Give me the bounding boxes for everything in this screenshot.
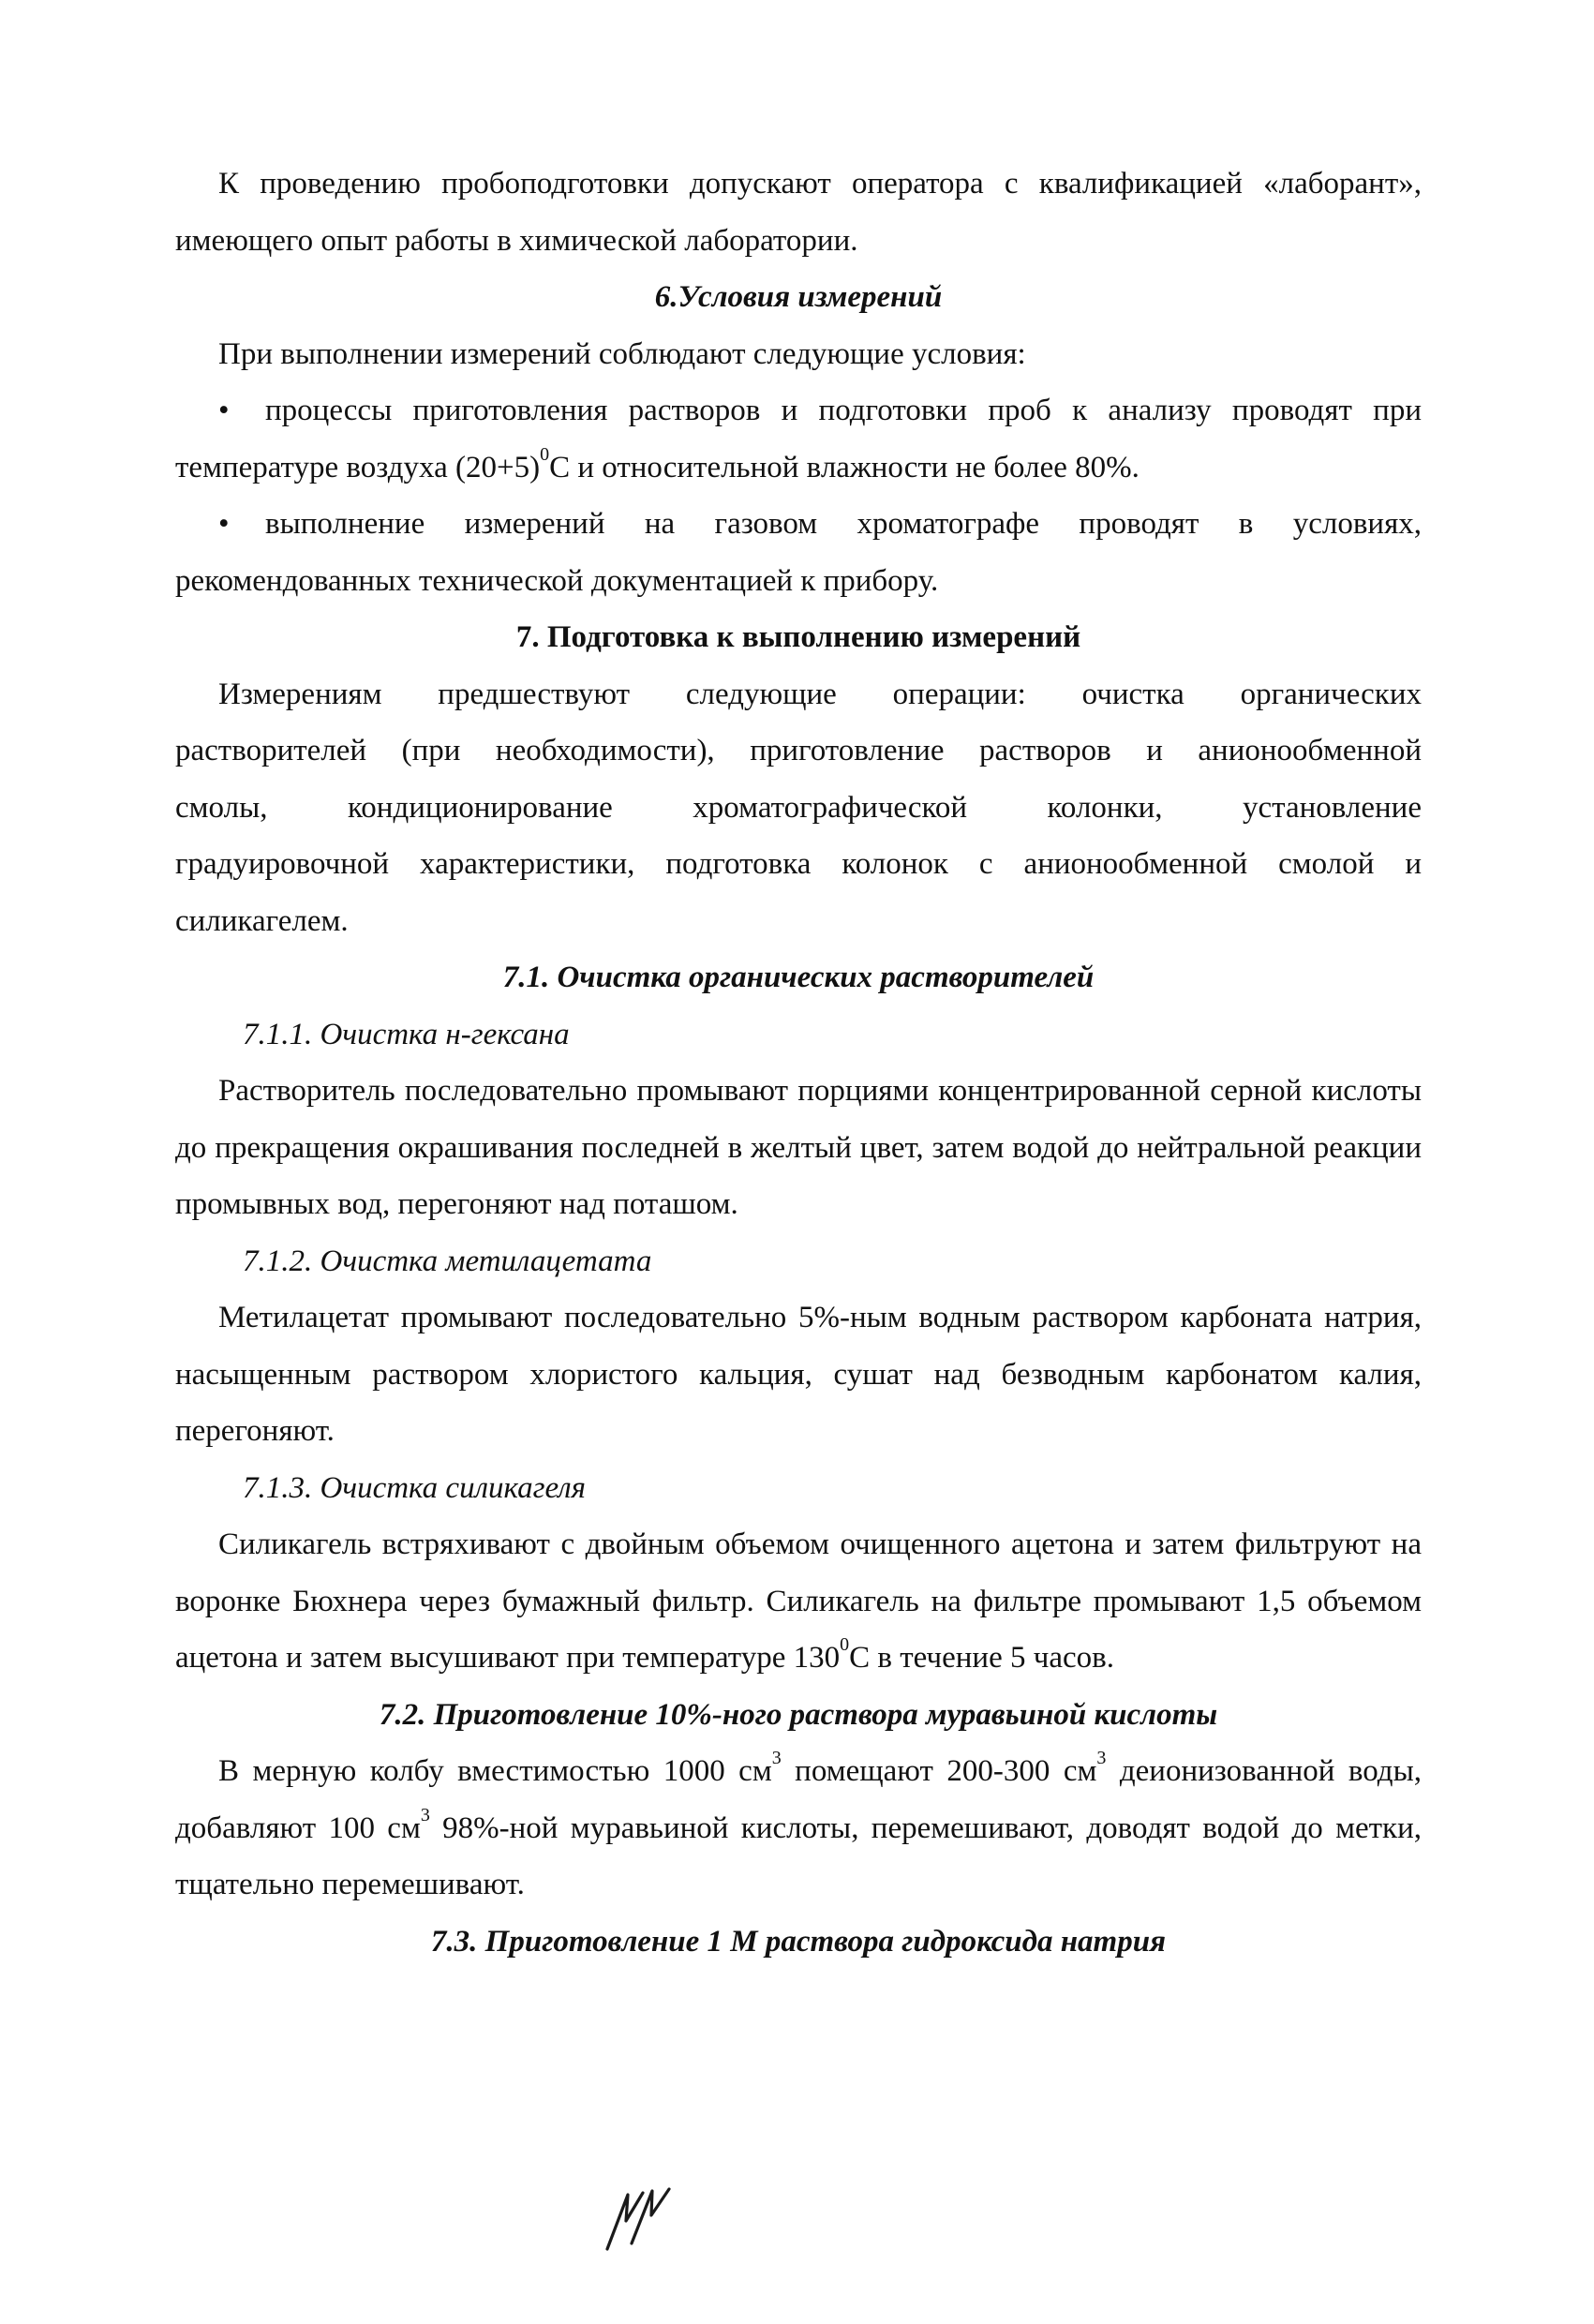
page-content <box>175 156 1422 1970</box>
section-7-line-5: силикагелем. <box>175 903 349 938</box>
bullet-dot-icon: • <box>218 507 230 541</box>
bullet-item-1: • процессы приготовления растворов и подготовки проб к анализу проводят при температуре воздуха $(20+5)^0С$ и относительной влажности не более 80%. <box>175 382 1422 496</box>
section-7-1-heading: 7.1. Очистка органических растворителей <box>502 961 1095 994</box>
section-7-1-2-text: Метилацетат промывают последовательно 5%-ным водным раствором карбоната натрия, насыщенным раствором хлористого кальция, сушат над безводным карбонатом калия, перегоняют. <box>175 1301 1422 1448</box>
section-7-1-1-heading: 7.1.1. Очистка н-гексана <box>243 1017 570 1051</box>
section-6-heading: 6.Условия измерений <box>654 280 943 314</box>
section-7-line-4: градуировочной характеристики, подготовка колонок с анионообменной смолой и <box>175 847 1422 881</box>
section-7-2-text: В мерную колбу вместимостью 1000 $см^3$ помещают 200-300 $см^3$ деионизованной воды, добавляют 100 $см^3$ 98%-ной муравьиной кислоты, перемешивают, доводят водой до метки, тщательно перемешивают. <box>175 1748 1422 1901</box>
bullet-dot-icon: • <box>218 394 230 427</box>
section-7-heading: 7. Подготовка к выполнению измерений <box>515 620 1081 654</box>
section-7-line-1: Измерениям предшествуют следующие операции: очистка органических <box>218 677 1422 711</box>
intro-paragraph: К проведению пробоподготовки допускают оператора с квалификацией «лаборант», имеющего опыт работы в химической лаборатории. <box>175 167 1422 258</box>
section-7-1-3-text: Силикагель встряхивают с двойным объемом очищенного ацетона и затем фильтруют на воронке Бюхнера через бумажный фильтр. Силикагель на фильтре промывают 1,5 объемом ацетона и затем высушивают при температуре $130^0С$ в течение 5 часов. <box>175 1527 1422 1675</box>
bullet-item-2: • выполнение измерений на газовом хроматографе проводят в условиях, рекомендованных технической документацией к прибору. <box>175 496 1422 609</box>
section-7-1-2-heading: 7.1.2. Очистка метилацетата <box>243 1244 652 1278</box>
section-7-1-3-heading: 7.1.3. Очистка силикагеля <box>243 1470 586 1505</box>
section-7-line-3: смолы, кондиционирование хроматографической колонки, установление <box>175 790 1422 825</box>
section-7-line-2: растворителей (при необходимости), приготовление растворов и анионообменной <box>175 734 1422 767</box>
section-7-1-1-text: Растворитель последовательно промывают порциями концентрированной серной кислоты до прекращения окрашивания последней в желтый цвет, затем водой до нейтральной реакции промывных вод, перегоняют над поташом. <box>175 1074 1422 1221</box>
section-7-2-heading: 7.2. Приготовление 10%-ного раствора муравьиной кислоты <box>379 1697 1218 1732</box>
section-6-lead: При выполнении измерений соблюдают следующие условия: <box>218 336 1026 371</box>
section-7-3-heading: 7.3. Приготовление 1 М раствора гидроксида натрия <box>430 1924 1167 1959</box>
handwritten-page-number <box>600 2183 675 2258</box>
